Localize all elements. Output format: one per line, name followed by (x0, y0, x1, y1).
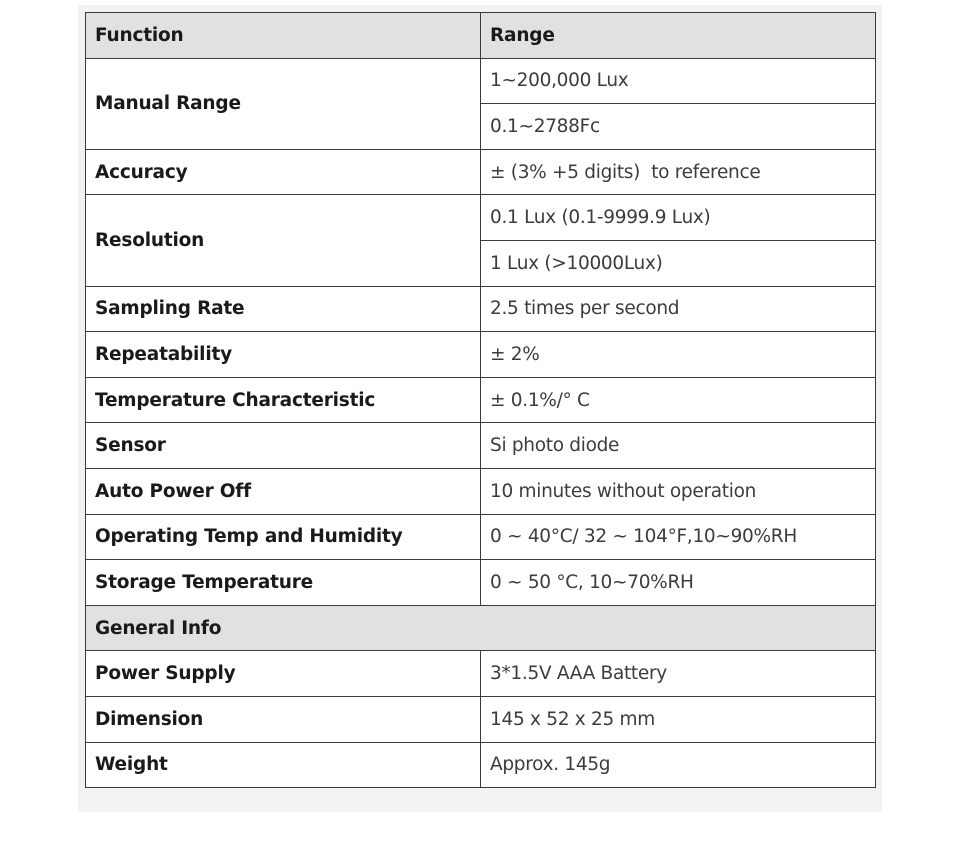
specification-table (85, 12, 876, 788)
table-row (86, 286, 876, 332)
row-label-temperature-characteristic: Temperature Characteristic (86, 377, 481, 423)
row-value-operating-temp-humidity: 0 ~ 40°C/ 32 ~ 104°F,10~90%RH (481, 514, 876, 560)
row-label-repeatability: Repeatability (86, 332, 481, 378)
table-row (86, 58, 876, 104)
row-label-resolution: Resolution (86, 195, 481, 286)
row-label-auto-power-off: Auto Power Off (86, 468, 481, 514)
table-row (86, 332, 876, 378)
row-label-weight: Weight (86, 742, 481, 788)
table-row (86, 149, 876, 195)
table-row (86, 696, 876, 742)
row-value-weight: Approx. 145g (481, 742, 876, 788)
row-label-accuracy: Accuracy (86, 149, 481, 195)
row-value-resolution-low: 0.1 Lux (0.1-9999.9 Lux) (481, 195, 876, 241)
table-row (86, 742, 876, 788)
row-value-auto-power-off: 10 minutes without operation (481, 468, 876, 514)
table-row (86, 377, 876, 423)
table-row (86, 423, 876, 469)
table-row (86, 651, 876, 697)
row-value-sensor: Si photo diode (481, 423, 876, 469)
row-label-manual-range: Manual Range (86, 58, 481, 149)
table-header-row (86, 13, 876, 59)
row-value-manual-range-lux: 1~200,000 Lux (481, 58, 876, 104)
row-label-power-supply: Power Supply (86, 651, 481, 697)
row-label-sensor: Sensor (86, 423, 481, 469)
table-row (86, 514, 876, 560)
section-header-general-info (86, 605, 876, 651)
row-label-sampling-rate: Sampling Rate (86, 286, 481, 332)
row-value-accuracy: ± (3% +5 digits) to reference (481, 149, 876, 195)
table-row (86, 468, 876, 514)
row-label-operating-temp-humidity: Operating Temp and Humidity (86, 514, 481, 560)
row-label-dimension: Dimension (86, 696, 481, 742)
table-row (86, 560, 876, 606)
row-value-power-supply: 3*1.5V AAA Battery (481, 651, 876, 697)
row-value-repeatability: ± 2% (481, 332, 876, 378)
table-row (86, 195, 876, 241)
row-value-resolution-high: 1 Lux (>10000Lux) (481, 240, 876, 286)
row-value-temperature-characteristic: ± 0.1%/° C (481, 377, 876, 423)
row-value-sampling-rate: 2.5 times per second (481, 286, 876, 332)
header-range: Range (481, 13, 876, 59)
row-value-dimension: 145 x 52 x 25 mm (481, 696, 876, 742)
header-function: Function (86, 13, 481, 59)
row-label-storage-temperature: Storage Temperature (86, 560, 481, 606)
row-value-manual-range-fc: 0.1~2788Fc (481, 104, 876, 150)
section-label-general-info: General Info (86, 605, 876, 651)
row-value-storage-temperature: 0 ~ 50 °C, 10~70%RH (481, 560, 876, 606)
